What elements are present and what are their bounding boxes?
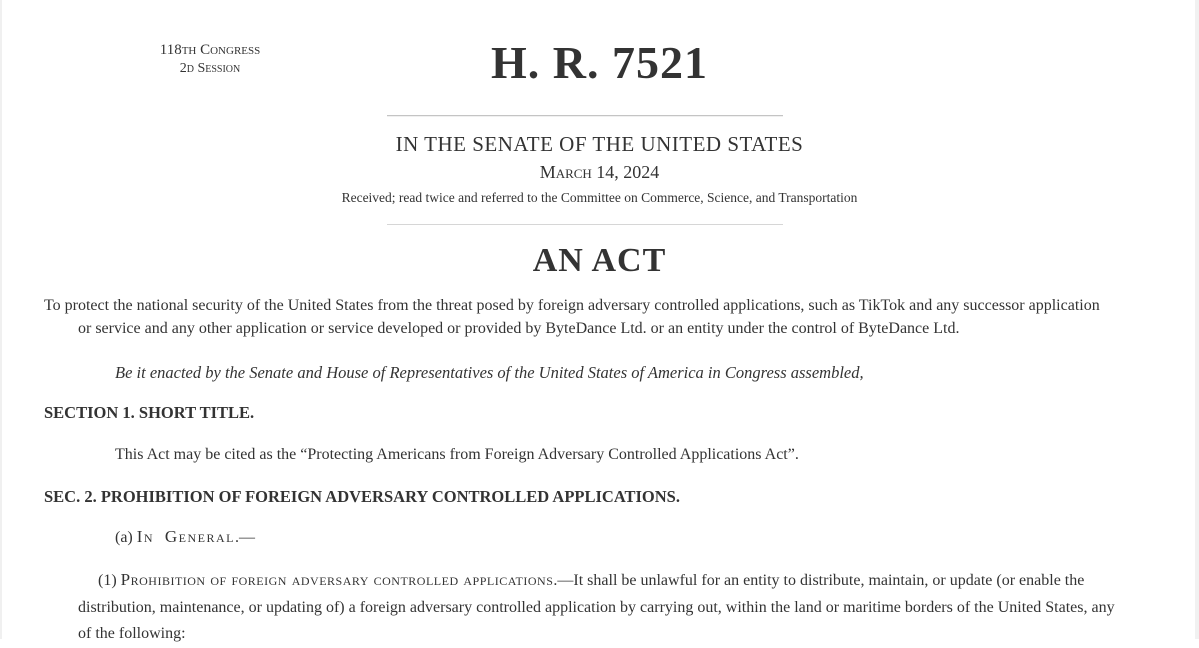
section-1-text: This Act may be cited as the “Protecting Americans from Foreign Adversary Controlled Applications Act”.: [115, 446, 799, 464]
subsection-a-punctuation: .—: [234, 528, 255, 546]
enacting-clause: Be it enacted by the Senate and House of Representatives of the United States of America in Congress assembled,: [115, 363, 864, 383]
paragraph-1-number: (1): [98, 572, 121, 590]
paragraph-1-title: Prohibition of foreign adversary controlled applications: [120, 570, 554, 590]
act-heading: AN ACT: [532, 242, 667, 280]
action-description: Received; read twice and referred to the Committee on Commerce, Science, and Transportation: [341, 189, 858, 205]
section-2-heading: SEC. 2. PROHIBITION OF FOREIGN ADVERSARY CONTROLLED APPLICATIONS.: [44, 487, 680, 507]
bill-header: [0, 0, 1199, 115]
bottom-divider: [387, 224, 783, 225]
paragraph-1: [78, 566, 1121, 648]
congress-session-block: [145, 40, 275, 79]
session-number: 2d Session: [179, 61, 241, 77]
bill-number: H. R. 7521: [491, 37, 708, 88]
section-1-heading: SECTION 1. SHORT TITLE.: [44, 402, 255, 422]
subsection-a-number: (a): [115, 528, 137, 546]
congress-number: 118th Congress: [159, 42, 261, 58]
senate-caption-block: [0, 116, 1199, 206]
subsection-a: [115, 526, 1139, 549]
paragraph-1-body: .—It shall be unlawful for an entity to distribute, maintain, or update (or enable the distribution, maintenance, or updating of) a foreign adversary controlled application by carrying out, within the land or maritime borders of the United States, any of the following:: [78, 572, 1115, 643]
subsection-a-title: In General: [136, 526, 235, 546]
long-title: To protect the national security of the United States from the threat posed by foreign adversary controlled applications, such as TikTok and any successor application or service and any other application or service developed or provided by ByteDance Ltd. or an entity under the control of ByteDance Ltd.: [44, 297, 1100, 338]
action-date: March 14, 2024: [539, 162, 660, 183]
chamber-line: IN THE SENATE OF THE UNITED STATES: [395, 132, 804, 156]
